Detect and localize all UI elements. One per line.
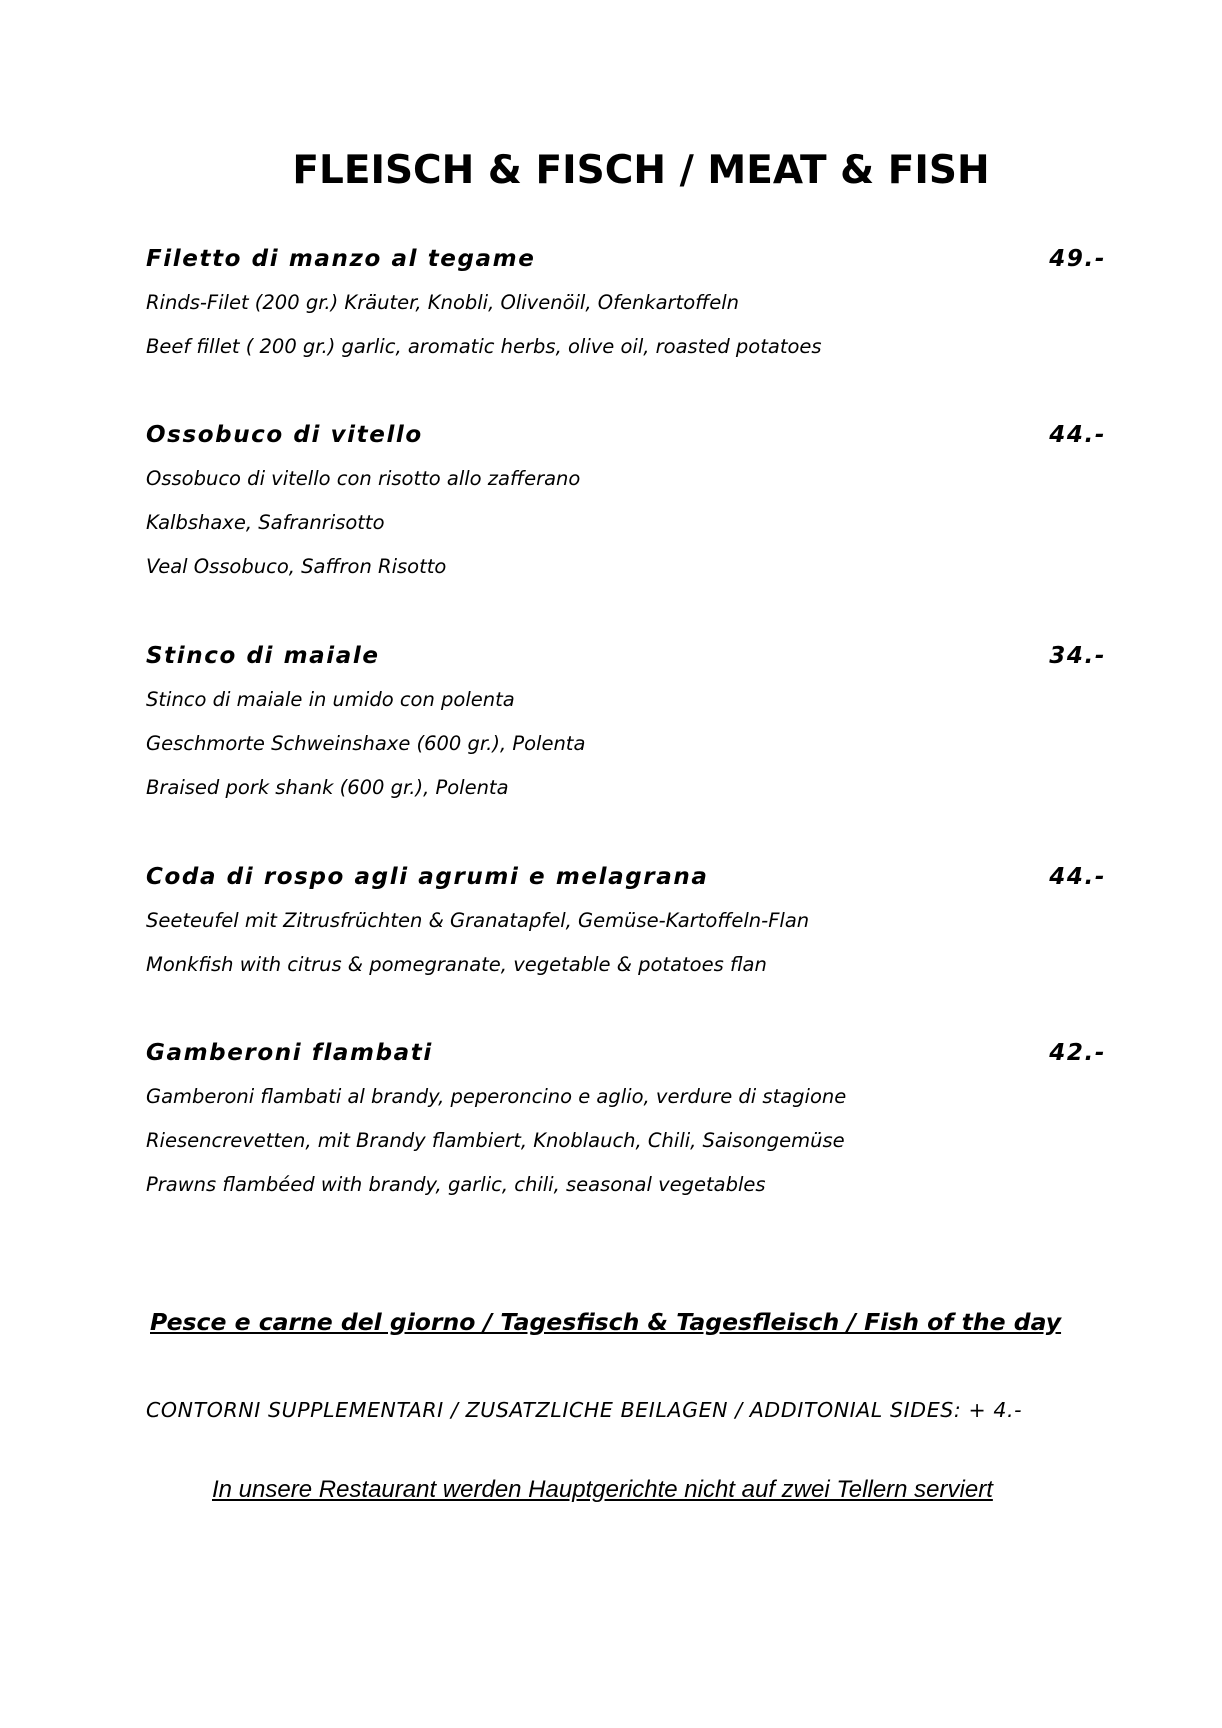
dish-description-line: Ossobuco di vitello con risotto allo zafferano: [146, 467, 581, 490]
dish-name: Filetto di manzo al tegame: [146, 246, 536, 272]
menu-item: [146, 244, 1106, 376]
dish-description-line: Veal Ossobuco, Saffron Risotto: [146, 555, 447, 578]
menu-item: [146, 1038, 1106, 1214]
dish-description-line: Monkfish with citrus & pomegranate, vegetable & potatoes flan: [146, 953, 767, 976]
dish-description-line: Braised pork shank (600 gr.), Polenta: [146, 776, 509, 799]
dish-description-line: Geschmorte Schweinshaxe (600 gr.), Polenta: [146, 732, 586, 755]
dish-description-line: Gamberoni flambati al brandy, peperoncino e aglio, verdure di stagione: [146, 1085, 847, 1108]
dish-price: 44.-: [1049, 864, 1106, 890]
menu-item-header: [146, 420, 1106, 464]
dish-description-line: Beef fillet ( 200 gr.) garlic, aromatic herbs, olive oil, roasted potatoes: [146, 335, 822, 358]
menu-item: [146, 862, 1106, 994]
dish-price: 49.-: [1049, 246, 1106, 272]
dish-description-line: Stinco di maiale in umido con polenta: [146, 688, 515, 711]
dish-price: 42.-: [1049, 1040, 1106, 1066]
dish-name: Coda di rospo agli agrumi e melagrana: [146, 864, 709, 890]
menu-item-header: [146, 862, 1106, 906]
page-title: FLEISCH & FISCH / MEAT & FISH: [292, 148, 990, 193]
dish-description-line: Kalbshaxe, Safranrisotto: [146, 511, 385, 534]
dish-description-line: Rinds-Filet (200 gr.) Kräuter, Knobli, Olivenöil, Ofenkartoffeln: [146, 291, 739, 314]
menu-item: [146, 641, 1106, 817]
dish-name: Gamberoni flambati: [146, 1040, 433, 1066]
dish-description-line: Prawns flambéed with brandy, garlic, chili, seasonal vegetables: [146, 1173, 766, 1196]
dish-description-line: Riesencrevetten, mit Brandy flambiert, Knoblauch, Chili, Saisongemüse: [146, 1129, 845, 1152]
dish-price: 34.-: [1049, 643, 1106, 669]
dish-description-line: Seeteufel mit Zitrusfrüchten & Granatapfel, Gemüse-Kartoffeln-Flan: [146, 909, 810, 932]
additional-sides-note: CONTORNI SUPPLEMENTARI / ZUSATZLICHE BEILAGEN / ADDITONIAL SIDES: + 4.-: [146, 1398, 1023, 1422]
serving-policy-note: In unsere Restaurant werden Hauptgerichte nicht auf zwei Tellern serviert: [212, 1476, 993, 1503]
menu-item-header: [146, 641, 1106, 685]
daily-special-heading: Pesce e carne del giorno / Tagesfisch & Tagesfleisch / Fish of the day: [150, 1308, 1062, 1336]
dish-price: 44.-: [1049, 422, 1106, 448]
menu-item-header: [146, 244, 1106, 288]
menu-item-header: [146, 1038, 1106, 1082]
dish-name: Stinco di maiale: [146, 643, 380, 669]
menu-item: [146, 420, 1106, 596]
dish-name: Ossobuco di vitello: [146, 422, 423, 448]
